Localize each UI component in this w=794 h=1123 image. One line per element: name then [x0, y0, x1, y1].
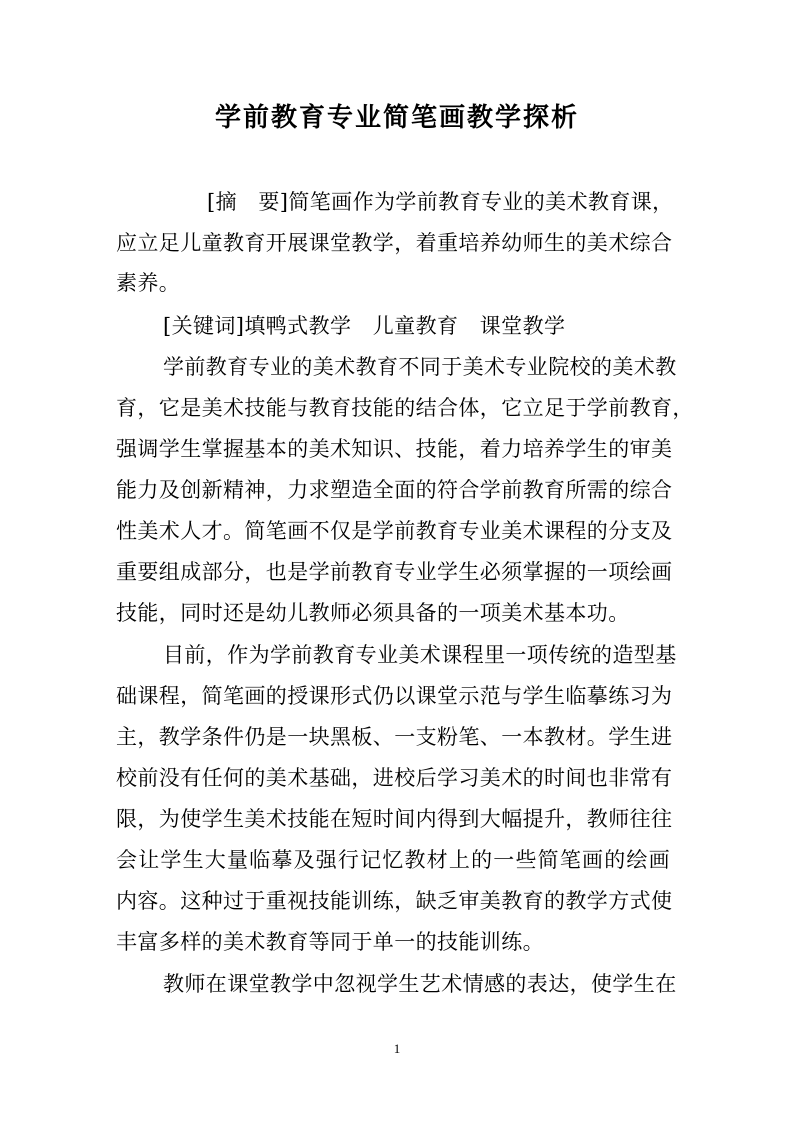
page-number: 1: [393, 1041, 401, 1056]
paragraph-line: 目前，作为学前教育专业美术课程里一项传统的造型基: [163, 643, 677, 667]
paragraph-line: 会让学生大量临摹及强行记忆教材上的一些简笔画的绘画: [116, 848, 670, 872]
paragraph-line: 能力及创新精神，力求塑造全面的符合学前教育所需的综合: [116, 478, 673, 502]
abstract-line-2: 应立足儿童教育开展课堂教学，着重培养幼师生的美术综合: [116, 231, 673, 255]
document-title: 学前教育专业简笔画教学探析: [214, 103, 579, 133]
paragraph-line: 内容。这种过于重视技能训练，缺乏审美教育的教学方式使: [116, 889, 673, 913]
paragraph-line: 限，为使学生美术技能在短时间内得到大幅提升，教师往往: [116, 807, 673, 831]
paragraph-line: 教师在课堂教学中忽视学生艺术情感的表达，使学生在: [163, 972, 677, 996]
paragraph-line: 校前没有任何的美术基础，进校后学习美术的时间也非常有: [116, 766, 673, 790]
paragraph-line: 技能，同时还是幼儿教师必须具备的一项美术基本功。: [116, 601, 630, 625]
abstract-line-3: 素养。: [116, 271, 181, 295]
paragraph-line: 主，教学条件仍是一块黑板、一支粉笔、一本教材。学生进: [116, 725, 673, 749]
paragraph-line: 育，它是美术技能与教育技能的结合体，它立足于学前教育，: [116, 396, 694, 420]
abstract-line-1: [摘 要]简笔画作为学前教育专业的美术教育课，: [207, 190, 674, 214]
keywords-line: [关键词]填鸭式教学 儿童教育 课堂教学: [163, 314, 566, 338]
paragraph-line: 重要组成部分，也是学前教育专业学生必须掌握的一项绘画: [116, 560, 673, 584]
paragraph-line: 性美术人才。简笔画不仅是学前教育专业美术课程的分支及: [116, 519, 673, 543]
paragraph-line: 丰富多样的美术教育等同于单一的技能训练。: [116, 930, 544, 954]
paragraph-line: 学前教育专业的美术教育不同于美术专业院校的美术教: [163, 355, 677, 379]
paragraph-line: 础课程，简笔画的授课形式仍以课堂示范与学生临摹练习为: [116, 684, 673, 708]
paragraph-line: 强调学生掌握基本的美术知识、技能，着力培养学生的审美: [116, 437, 673, 461]
